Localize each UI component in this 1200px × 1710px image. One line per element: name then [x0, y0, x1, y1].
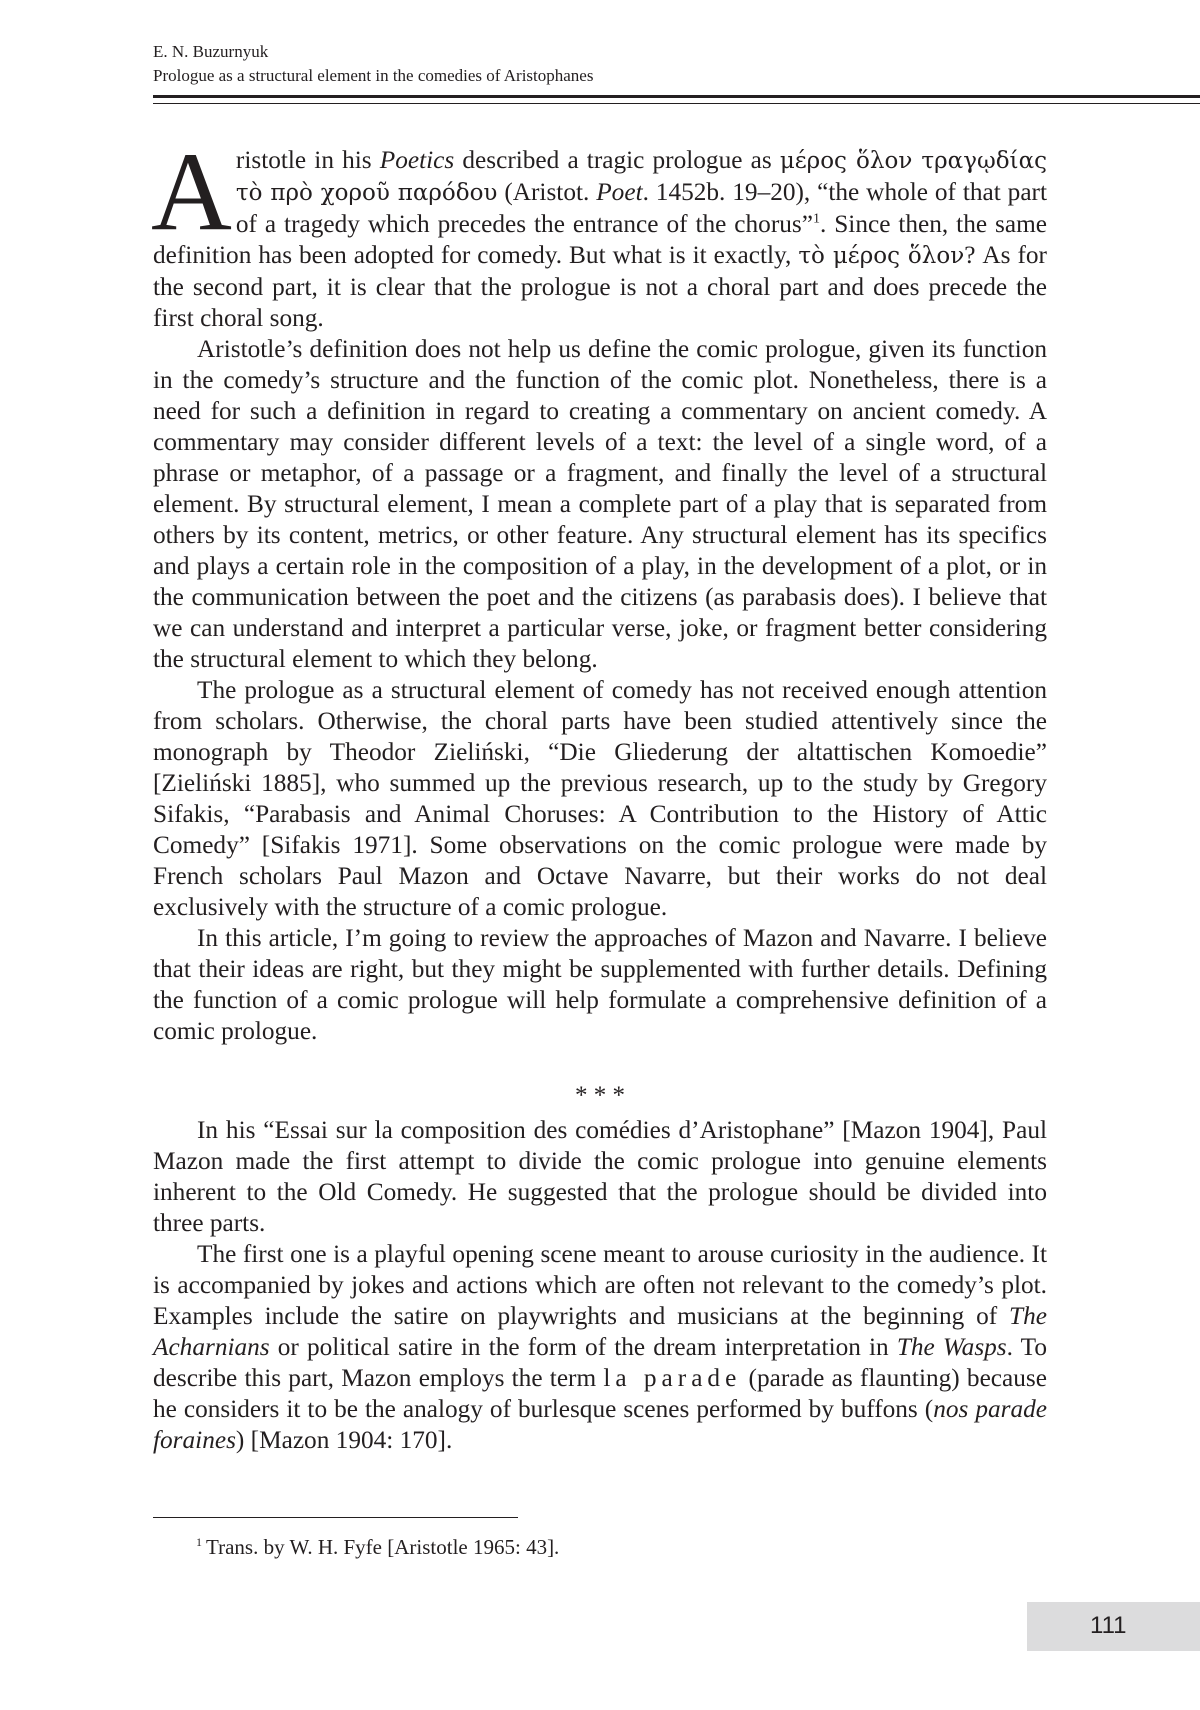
running-head-title: Prologue as a structural element in the comedies of Aristophanes [153, 66, 594, 85]
running-head [153, 40, 1200, 88]
header-rule-thick [153, 95, 1200, 98]
footnote-number: 1 [196, 1535, 202, 1549]
footnote-reference[interactable]: 1 [812, 211, 820, 227]
greek-quote: μέρος ὅλον τραγῳδίας τὸ πρὸ χοροῦ παρόδου [235, 148, 1047, 206]
work-title-acharnians: The Acharnians [153, 1302, 1047, 1361]
work-title-wasps: The Wasps [896, 1333, 1007, 1361]
footnote-text: Trans. by W. H. Fyfe [Aristotle 1965: 43]. [206, 1535, 560, 1559]
running-head-author: E. N. Buzurnyuk [153, 42, 269, 61]
paragraph-1: Aristotle in his Poetics described a tragic prologue as μέρος ὅλον τραγῳδίας τὸ πρὸ χοροῦ παρόδου (Aristot. Poet. 1452b. 19–20), “the whole of that part of a tragedy which precedes the entrance of the chorus”$^1$. Since then, the same definition has been adopted for comedy. But what is it exactly, τὸ μέρος ὅλον? As for the second part, it is clear that the prologue is not a choral part and does precede the first choral song. [151, 130, 1047, 332]
footnote [196, 1533, 559, 1561]
paragraph-3: The prologue as a structural element of comedy has not received enough attention from scholars. Otherwise, the choral parts have been studied attentively since the monograph by Theodor Zieliński, “Die Gliederung der altattischen Komoedie” [Zieliński 1885], who summed up the previous research, up to the study by Gregory Sifakis, “Parabasis and Animal Choruses: A Contribution to the History of Attic Comedy” [Sifakis 1971]. Some observations on the comic prologue were made by French scholars Paul Mazon and Octave Navarre, but their works do not deal exclusively with the structure of a comic prologue. [153, 676, 1047, 921]
paragraph-4: In this article, I’m going to review the approaches of Mazon and Navarre. I believe that their ideas are right, but they might be supplemented with further details. Defining the function of a comic prologue will help formulate a comprehensive definition of a comic prologue. [153, 924, 1047, 1045]
section-break: * * * [575, 1082, 625, 1109]
greek-phrase: τὸ μέρος ὅλον [798, 243, 965, 269]
article-body [151, 130, 1047, 1456]
footnote-rule [153, 1517, 518, 1518]
paragraph-2: Aristotle’s definition does not help us define the comic prologue, given its function in the comedy’s structure and the function of the comic plot. Nonetheless, there is a need for such a definition in regard to creating a commentary on ancient comedy. A commentary may consider different levels of a text: the level of a single word, of a phrase or metaphor, of a passage or a fragment, and finally the level of a structural element. By structural element, I mean a complete part of a play that is separated from others by its content, metrics, or other feature. Any structural element has its specifics and plays a certain role in the composition of a play, in the development of a plot, or in the communication between the poet and the citizens (as parabasis does). I believe that we can understand and interpret a particular verse, joke, or fragment better considering the structural element to which they belong. [153, 335, 1047, 673]
paragraph-6: The first one is a playful opening scene meant to arouse curiosity in the audience. It is accompanied by jokes and actions which are often not relevant to the comedy’s plot. Examples include the satire on playwrights and musicians at the beginning of The Acharnians or political satire in the form of the dream interpretation in The Wasps. To describe this part, Mazon employs the term la parade (parade as flaunting) because he considers it to be the analogy of burlesque scenes performed by buffons (nos parade foraines) [Mazon 1904: 170]. [153, 1240, 1047, 1454]
work-title-poetics: Poetics [379, 146, 455, 174]
spaced-term: la parade [603, 1364, 742, 1392]
header-rule-thin [153, 103, 1200, 104]
drop-cap: A [151, 130, 232, 254]
page-number: 111 [1090, 1612, 1127, 1639]
paragraph-5: In his “Essai sur la composition des comédies d’Aristophane” [Mazon 1904], Paul Mazon made the first attempt to divide the comic prologue into genuine elements inherent to the Old Comedy. He suggested that the prologue should be divided into three parts. [153, 1116, 1047, 1237]
